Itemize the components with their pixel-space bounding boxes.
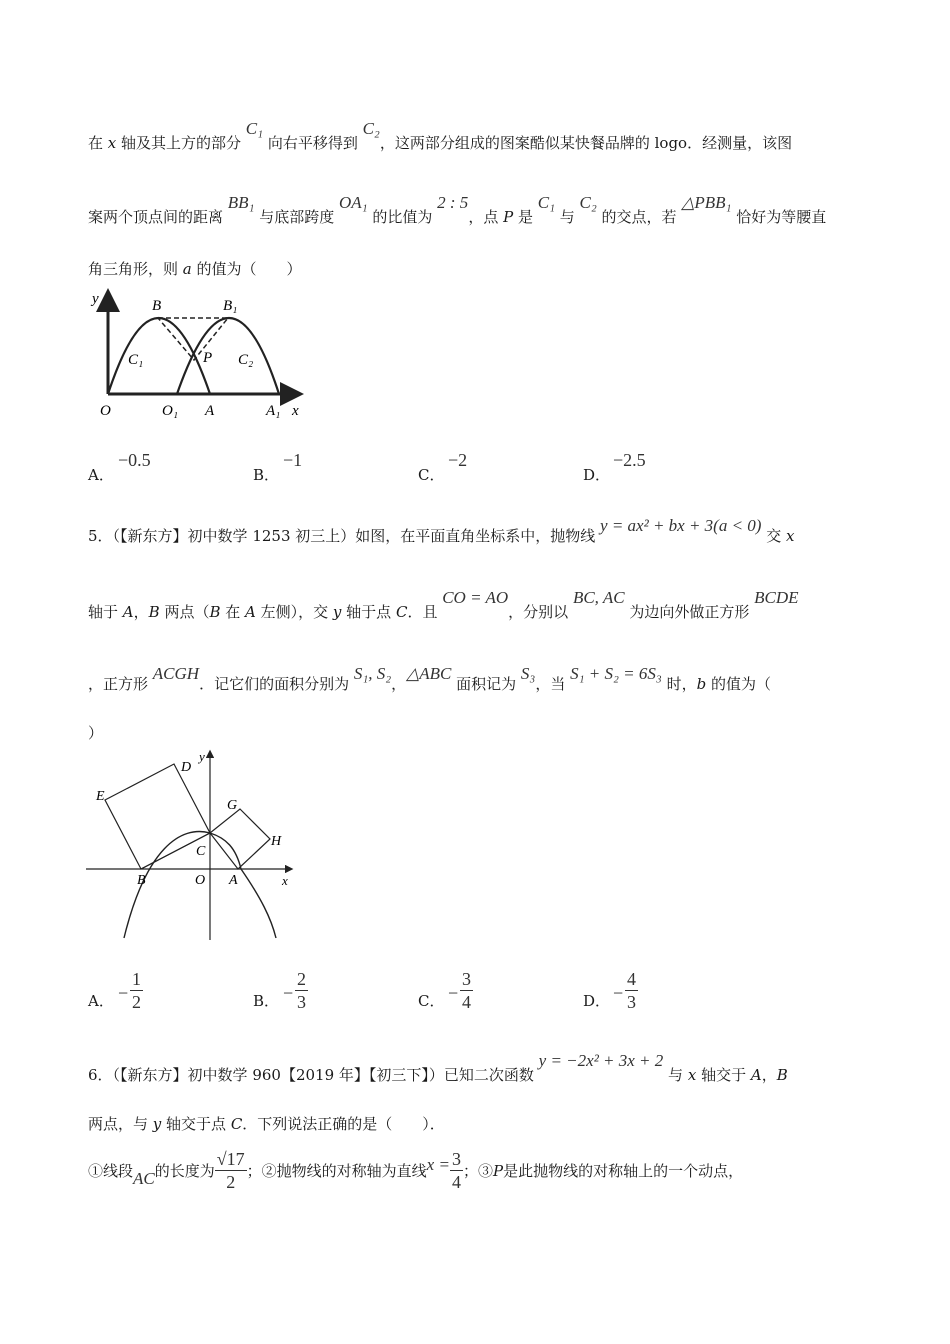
q5-line-1: 5．（【新东方】初中数学 1253 初三上）如图，在平面直角坐标系中，抛物线 y = ax² + bx + 3(a < 0) 交 x — [88, 516, 795, 545]
q4-label-o1: O₁ — [162, 403, 179, 419]
q4-option-c-letter: C． — [418, 466, 445, 484]
q4-option-b-letter: B． — [253, 466, 280, 484]
q5-label-o: O — [195, 873, 206, 888]
q5-label-e: E — [96, 789, 105, 804]
q6-ac-length-fraction: $\frac{√17}{2}$ — [216, 1149, 245, 1192]
q4-curve-c1 — [108, 318, 213, 394]
q5-line-3: ，正方形 ACGH．记它们的面积分别为 S₁, S₂，△ABC 面积记为 S₃，当 S₁ + S₂ = 6S₃ 时，b 的值为（ — [88, 664, 771, 693]
q6-axis-fraction: $\frac{3}{4}$ — [451, 1149, 461, 1192]
q5-label-x: x — [282, 873, 288, 888]
q5-square-bcde — [105, 764, 210, 869]
q5-label-d: D — [181, 760, 192, 775]
q5-label-b: B — [137, 873, 146, 888]
q5-label-h: H — [271, 834, 282, 849]
q4-option-d-value: −2.5 — [613, 450, 646, 470]
q4-label-c1: C₁ — [128, 352, 144, 368]
q4-label-b1: B₁ — [223, 298, 238, 314]
q6-line-3: ①线段 AC 的长度为 $\frac{√17}{2}$ ；②抛物线的对称轴为直线 x = $\frac{3}{4}$ ；③ P 是此抛物线的对称轴上的一个动点， — [88, 1149, 744, 1192]
q4-label-o: O — [100, 403, 111, 419]
q6-line-2: 两点，与 y 轴交于点 C．下列说法正确的是（ ）． — [88, 1115, 445, 1133]
q4-label-a1: A₁ — [266, 403, 281, 419]
q4-option-b-value: −1 — [283, 450, 303, 470]
q4-line-2: 案两个顶点间的距离 BB₁ 与底部跨度 OA₁ 的比值为 2 : 5，点 P 是 C₁ 与 C₂ 的交点，若 △PBB₁ 恰好为等腰直 — [88, 193, 827, 226]
q5-line-2: 轴于 A，B 两点（B 在 A 左侧），交 y 轴于点 C．且 CO = AO，分别以 BC, AC 为边向外做正方形 BCDE — [88, 588, 799, 621]
q4-figure — [88, 286, 328, 436]
q4-option-a-value: −0.5 — [118, 450, 151, 470]
q5-figure — [86, 748, 306, 948]
q6-line-1: 6．（【新东方】初中数学 960【2019 年】【初三下】）已知二次函数 y = −2x² + 3x + 2 与 x 轴交于 A，B — [88, 1051, 788, 1084]
q4-label-c2: C₂ — [238, 352, 254, 368]
q4-line-1: 在 x 轴及其上方的部分 C₁ 向右平移得到 C₂，这两部分组成的图案酷似某快餐品牌的 logo．经测量，该图 — [88, 119, 793, 152]
q4-label-x: x — [292, 403, 299, 419]
q5-square-acgh — [210, 809, 270, 869]
q4-label-p: P — [203, 350, 213, 366]
q4-label-y: y — [92, 291, 99, 307]
q5-label-g: G — [227, 798, 238, 813]
q4-label-b: B — [152, 298, 162, 314]
q5-label-c: C — [196, 844, 206, 859]
q5-label-y: y — [199, 749, 205, 764]
q4-option-a-letter: A． — [88, 466, 114, 484]
q5-line-4: ） — [88, 724, 104, 742]
q4-label-a: A — [205, 403, 215, 419]
q4-line-3: 角三角形，则 a 的值为（ ） — [88, 260, 302, 278]
q4-option-c-value: −2 — [448, 450, 468, 470]
q4-curve-c2 — [177, 318, 279, 394]
q5-label-a: A — [229, 873, 238, 888]
q4-option-d-letter: D． — [583, 466, 611, 484]
